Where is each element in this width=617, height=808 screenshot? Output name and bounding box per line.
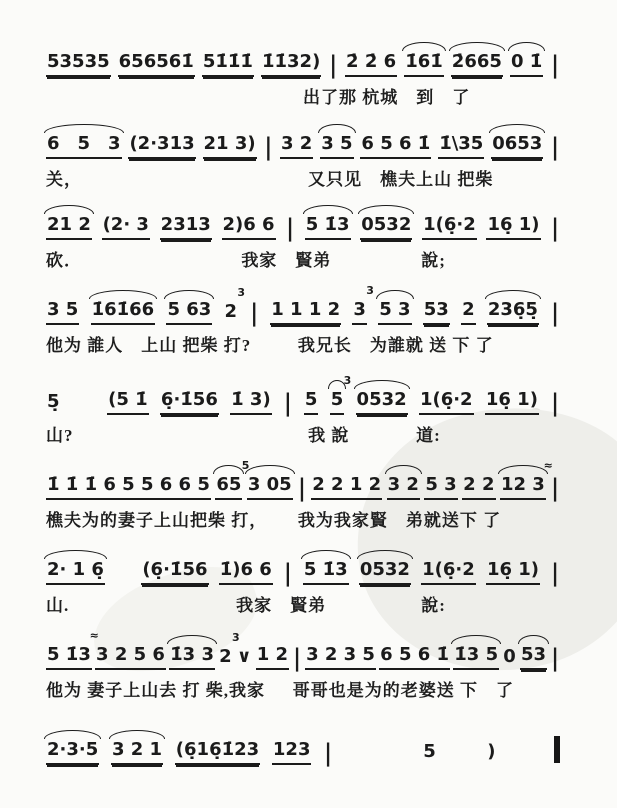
lyric-segment: 又只见 樵夫上山 把柴: [308, 170, 494, 189]
notation-token: 1(6̣·2: [422, 215, 477, 240]
lyric-segment: 山.: [46, 596, 70, 615]
notation-token: 2·3·5: [46, 740, 99, 765]
barline: |: [286, 213, 294, 242]
notation-token: 5: [423, 741, 436, 763]
grace-note-mark: 5: [241, 459, 250, 472]
notation-token: 236̣5̣: [487, 300, 539, 325]
notation-token: 5 63: [166, 300, 212, 325]
lyrics-line: [46, 506, 560, 528]
notation-token: 2 2 1 2: [311, 475, 382, 500]
lyric-segment: 他为 妻子上山去 打 柴,我家: [46, 681, 265, 700]
notation-token: 0532: [360, 215, 412, 240]
notation-token: 0532: [359, 560, 411, 585]
notation-line: [46, 374, 560, 417]
notation-token: 1̇61̇: [404, 52, 444, 77]
spacer: [115, 584, 131, 585]
notation-token: 16̣ 1): [486, 560, 540, 585]
notation-line: [46, 459, 560, 502]
notation-token: 53: [520, 645, 547, 670]
notation-token: 656561̇: [118, 52, 195, 77]
notation-token: 1̇)6 6: [219, 560, 273, 585]
barline: |: [551, 298, 559, 327]
barline: |: [264, 132, 273, 161]
barline: |: [324, 739, 332, 767]
lyric-segment: 我兄长 为誰就 送 下 了: [297, 336, 494, 355]
notation-token: 5 3: [378, 300, 411, 325]
score-system-8: [46, 629, 560, 700]
notation-token: 1̇3 5: [453, 645, 499, 670]
barline: |: [293, 643, 301, 672]
barline: |: [250, 298, 258, 327]
notation-token: 1 2: [256, 645, 289, 670]
score-system-2: [46, 132, 560, 189]
notation-token: (5 1̇: [107, 390, 149, 415]
notation-token: 0: [503, 646, 516, 667]
notation-token: 1(6̣·2: [419, 390, 474, 415]
notation-token: 0532: [356, 390, 408, 415]
lyric-segment: 說:: [421, 596, 446, 615]
notation-token: 3 05: [247, 475, 293, 500]
barline: |: [551, 50, 559, 79]
score-system-4: [46, 284, 560, 355]
notation-token: 16̣ 1): [485, 390, 539, 415]
score-system-7: [46, 558, 560, 615]
notation-token: 6 5 6 1̇: [379, 645, 450, 670]
lyric-segment: 我家 賢弟: [241, 251, 332, 270]
notation-token: 1̇\35: [438, 134, 484, 159]
notation-token: 5 3: [424, 475, 457, 500]
barline: |: [551, 473, 559, 502]
barline: |: [551, 388, 559, 417]
notation-token: 53535: [46, 52, 111, 77]
notation-token: 3 2: [387, 475, 420, 500]
notation-token: 51̇1̇1̇: [202, 52, 254, 77]
notation-token: 2̇665: [451, 52, 503, 77]
notation-token: 5: [304, 390, 319, 415]
barline: |: [551, 132, 559, 161]
notation-token: (6̣16̣1̇23: [175, 740, 260, 765]
lyric-segment: 砍．: [46, 251, 82, 270]
barline: |: [329, 50, 338, 79]
notation-token: 3 2 3 5: [305, 645, 376, 670]
notation-token: 1̇ 1̇ 1̇ 6 5 5 6 6 5: [46, 475, 211, 500]
score-system-5: [46, 374, 560, 445]
spacer: [508, 764, 542, 765]
notation-token: 12 3 ≈: [500, 475, 546, 500]
notation-token: ): [487, 741, 496, 763]
grace-note-mark: 3: [366, 284, 374, 297]
notation-token: 5 1̇3 ≈: [46, 645, 92, 670]
final-barline: [554, 736, 560, 763]
grace-note-mark: 3: [343, 374, 352, 387]
score-system-9: [46, 736, 560, 765]
notation-line: [46, 629, 560, 672]
notation-token: 2 3: [224, 286, 246, 322]
notation-token: 53: [423, 300, 450, 325]
lyrics-line: [46, 591, 560, 613]
notation-token: 5 1̇3: [305, 215, 351, 240]
notation-token: 3 5: [46, 300, 79, 325]
score-system-6: [46, 459, 560, 530]
notation-token: 3 2 5 6: [95, 645, 166, 670]
notation-token: 65 5: [215, 475, 242, 500]
notation-line: [46, 284, 560, 327]
notation-token: 123: [272, 740, 312, 765]
score-system-1: [46, 50, 560, 107]
notation-line: [46, 134, 560, 159]
barline: |: [551, 643, 559, 672]
notation-token: (2·313: [128, 134, 195, 159]
notation-line: [46, 52, 560, 77]
notation-token: 1̇1̇32): [261, 52, 321, 77]
notation-token: 2 3: [219, 631, 240, 667]
notation-token: 1 1 1 2: [270, 300, 341, 325]
barline: |: [551, 213, 559, 242]
lyric-segment: 我为我家賢 弟就送下 了: [297, 511, 502, 530]
lyrics-line: [46, 331, 560, 353]
spacer: [345, 764, 411, 765]
notation-token: 1̇3 3: [169, 645, 215, 670]
notation-token: 1̇ 3): [230, 390, 272, 415]
notation-token: 2 2: [462, 475, 495, 500]
notation-token: 6 5 3: [46, 134, 122, 159]
notation-line: [46, 736, 560, 765]
notation-token: 3 3: [352, 300, 367, 325]
notation-token: 3 2: [280, 134, 313, 159]
notation-token: 1(6̣·2: [421, 560, 476, 585]
lyrics-line: [46, 246, 560, 268]
lyrics-line: [46, 421, 560, 443]
barline: |: [298, 473, 306, 502]
notation-token: 0 1̇: [510, 52, 543, 77]
notation-token: 3 2 1: [111, 740, 163, 765]
notation-token: 2· 1 6̣: [46, 560, 105, 585]
notation-token: (2· 3: [102, 215, 150, 240]
barline: |: [283, 558, 292, 587]
notation-token: 2313: [160, 215, 212, 240]
lyric-segment: 关，: [46, 170, 82, 189]
grace-note-mark: ≈: [89, 629, 99, 642]
notation-line: [46, 215, 560, 240]
lyrics-line: [46, 83, 560, 105]
notation-token: 21 3): [203, 134, 257, 159]
notation-token: 1̇61̇66: [91, 300, 156, 325]
notation-token: 2: [461, 300, 476, 325]
notation-token: 21 2: [46, 215, 92, 240]
notation-token: 5̣: [47, 391, 60, 412]
lyric-segment: 他为 誰人 上山 把柴 打?: [46, 336, 252, 355]
lyric-segment: 樵夫为的妻子上山把柴 打，: [46, 511, 268, 530]
notation-token: 16̣ 1): [486, 215, 540, 240]
grace-note-mark: 3: [237, 286, 246, 299]
notation-token: 2̇ 2̇ 6: [345, 52, 397, 77]
notation-token: 6̣·1̇56: [160, 390, 219, 415]
lyric-segment: 我家 賢弟: [236, 596, 327, 615]
lyric-segment: 道:: [416, 426, 441, 445]
notation-line: [46, 560, 560, 585]
notation-token: 3 5: [320, 134, 353, 159]
notation-token: 6 5 6 1̇: [360, 134, 431, 159]
lyric-segment: 我 說: [308, 426, 350, 445]
lyrics-line: [46, 676, 560, 698]
barline: |: [283, 388, 292, 417]
lyric-segment: 說;: [421, 251, 446, 270]
notation-token: 5 1̇3: [303, 560, 349, 585]
grace-note-mark: ≈: [543, 459, 553, 472]
lyric-segment: 出了那 杭城 到 了: [303, 88, 471, 107]
spacer: [72, 414, 96, 415]
lyrics-line: [46, 165, 560, 187]
barline: |: [551, 558, 559, 587]
notation-token: (6̣·1̇56: [141, 560, 208, 585]
spacer: [449, 764, 475, 765]
score-system-3: [46, 213, 560, 270]
lyric-segment: 山?: [46, 426, 74, 445]
notation-token: ∨: [236, 646, 252, 667]
lyric-segment: 哥哥也是为的老婆送 下 了: [292, 681, 514, 700]
notation-token: 0653: [491, 134, 543, 159]
notation-token: 5 3: [330, 390, 345, 415]
notation-token: 2)6 6: [222, 215, 276, 240]
grace-note-mark: 3: [232, 631, 240, 644]
